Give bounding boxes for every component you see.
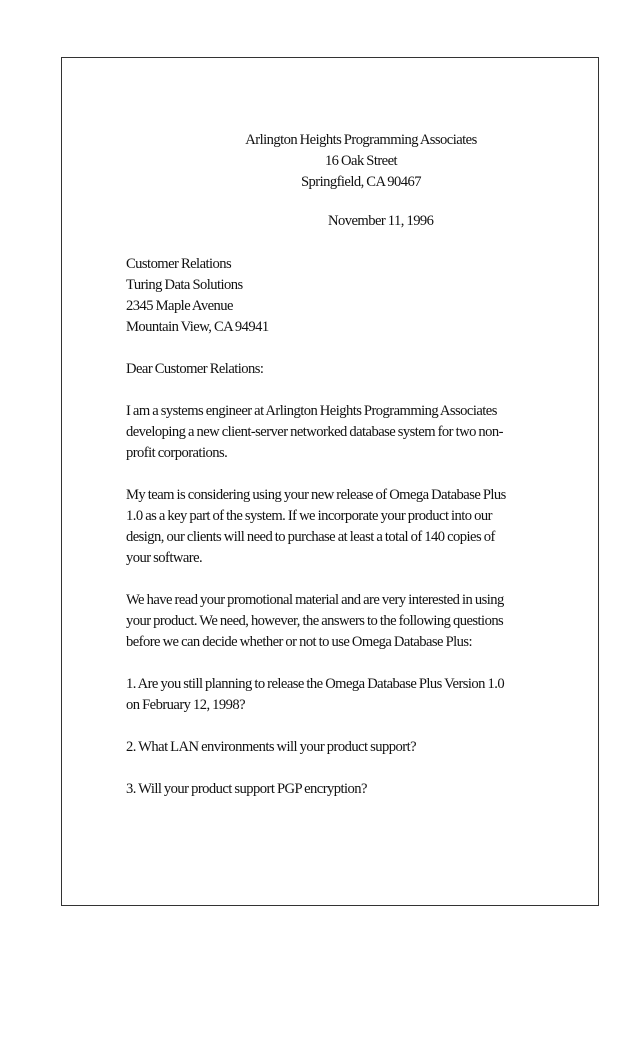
sender-street: 16 Oak Street xyxy=(324,153,398,169)
salutation: Dear Customer Relations: xyxy=(126,361,264,377)
question-1 xyxy=(126,674,546,716)
paragraph-intro xyxy=(126,401,546,464)
question-3 xyxy=(126,779,546,800)
recipient-line: Turing Data Solutions xyxy=(126,277,243,293)
sender-address xyxy=(151,130,571,193)
recipient-line: 2345 Maple Avenue xyxy=(126,298,233,314)
recipient-line: Mountain View, CA 94941 xyxy=(126,319,269,335)
question-2 xyxy=(126,737,546,758)
paragraph-proposal xyxy=(126,485,546,569)
letter-body xyxy=(126,130,546,800)
question-line: 2. What LAN environments will your product support? xyxy=(126,739,416,755)
paragraph-line: We have read your promotional material and are very interested in using xyxy=(126,592,504,608)
question-line: 3. Will your product support PGP encryption? xyxy=(126,781,367,797)
paragraph-line: 1.0 as a key part of the system. If we incorporate your product into our xyxy=(126,508,492,524)
paragraph-line: My team is considering using your new release of Omega Database Plus xyxy=(126,487,506,503)
paragraph-line: developing a new client-server networked database system for two non- xyxy=(126,424,503,440)
paragraph-line: design, our clients will need to purchase at least a total of 140 copies of xyxy=(126,529,495,545)
question-line: 1. Are you still planning to release the Omega Database Plus Version 1.0 xyxy=(126,676,505,692)
paragraph-line: profit corporations. xyxy=(126,445,228,461)
paragraph-line: I am a systems engineer at Arlington Heights Programming Associates xyxy=(126,403,497,419)
sender-city: Springfield, CA 90467 xyxy=(300,174,421,190)
paragraph-line: before we can decide whether or not to use Omega Database Plus: xyxy=(126,634,473,650)
paragraph-line: your software. xyxy=(126,550,203,566)
recipient-line: Customer Relations xyxy=(126,256,232,272)
paragraph-request xyxy=(126,590,546,653)
recipient-address xyxy=(126,254,546,338)
sender-name: Arlington Heights Programming Associates xyxy=(245,132,477,148)
letter-page xyxy=(61,57,599,906)
letter-date: November 11, 1996 xyxy=(328,213,434,229)
question-line: on February 12, 1998? xyxy=(126,697,246,713)
paragraph-line: your product. We need, however, the answers to the following questions xyxy=(126,613,504,629)
